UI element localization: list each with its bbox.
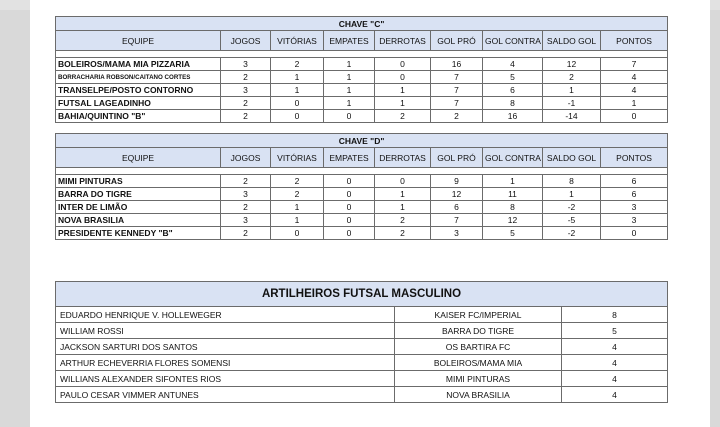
cell: 7 <box>431 71 483 84</box>
cell: 1 <box>601 97 668 110</box>
cell: 1 <box>271 201 324 214</box>
cell: 12 <box>543 58 601 71</box>
cell: 16 <box>483 110 543 123</box>
team-name: BAHIA/QUINTINO "B" <box>56 110 221 123</box>
cell: -1 <box>543 97 601 110</box>
cell: 1 <box>375 84 431 97</box>
cell: 1 <box>324 58 375 71</box>
table-row <box>56 227 668 240</box>
cell: 3 <box>221 214 271 227</box>
player-goals: 4 <box>562 387 668 403</box>
cell: 12 <box>431 188 483 201</box>
scorer-row <box>56 307 668 323</box>
table-row <box>56 214 668 227</box>
player-name: ARTHUR ECHEVERRIA FLORES SOMENSI <box>56 355 395 371</box>
cell: -14 <box>543 110 601 123</box>
cell: 2 <box>221 110 271 123</box>
column-header: PONTOS <box>601 148 668 168</box>
column-header: JOGOS <box>221 31 271 51</box>
cell: 1 <box>324 97 375 110</box>
cell: 5 <box>483 227 543 240</box>
cell: 0 <box>375 71 431 84</box>
team-name: MIMI PINTURAS <box>56 175 221 188</box>
cell: 2 <box>431 110 483 123</box>
team-name: PRESIDENTE KENNEDY "B" <box>56 227 221 240</box>
table-row <box>56 84 668 97</box>
cell: 5 <box>483 71 543 84</box>
cell: 0 <box>375 58 431 71</box>
cell: 2 <box>221 97 271 110</box>
player-club: BARRA DO TIGRE <box>395 323 562 339</box>
cell: 4 <box>601 84 668 97</box>
cell: 3 <box>221 58 271 71</box>
cell: 2 <box>221 201 271 214</box>
player-club: KAISER FC/IMPERIAL <box>395 307 562 323</box>
cell: 2 <box>221 227 271 240</box>
column-header: VITÓRIAS <box>271 148 324 168</box>
cell: 0 <box>324 214 375 227</box>
player-goals: 4 <box>562 355 668 371</box>
column-header: GOL PRÓ <box>431 31 483 51</box>
header-row <box>56 148 668 168</box>
table-row <box>56 71 668 84</box>
cell: 6 <box>601 188 668 201</box>
cell: 0 <box>271 110 324 123</box>
cell: 2 <box>375 214 431 227</box>
column-header: PONTOS <box>601 31 668 51</box>
cell: 1 <box>271 214 324 227</box>
column-header: DERROTAS <box>375 31 431 51</box>
cell: 2 <box>271 58 324 71</box>
cell: 8 <box>483 97 543 110</box>
cell: 0 <box>601 110 668 123</box>
player-club: BOLEIROS/MAMA MIA <box>395 355 562 371</box>
player-goals: 5 <box>562 323 668 339</box>
cell: 1 <box>375 97 431 110</box>
cell: 7 <box>431 97 483 110</box>
cell: 6 <box>483 84 543 97</box>
cell: 3 <box>431 227 483 240</box>
cell: 9 <box>431 175 483 188</box>
cell: 4 <box>483 58 543 71</box>
scorer-row <box>56 339 668 355</box>
table-row <box>56 188 668 201</box>
column-header: SALDO GOL <box>543 148 601 168</box>
cell: 2 <box>221 175 271 188</box>
cell: 2 <box>375 110 431 123</box>
group-title: CHAVE "C" <box>56 17 668 31</box>
cell: 8 <box>543 175 601 188</box>
player-name: WILLIAM ROSSI <box>56 323 395 339</box>
cell: 12 <box>483 214 543 227</box>
cell: 6 <box>601 175 668 188</box>
cell: 2 <box>271 188 324 201</box>
table-row <box>56 175 668 188</box>
table-row <box>56 110 668 123</box>
cell: 0 <box>271 97 324 110</box>
scorer-row <box>56 323 668 339</box>
player-club: MIMI PINTURAS <box>395 371 562 387</box>
cell: 1 <box>375 201 431 214</box>
scorer-row <box>56 355 668 371</box>
cell: 2 <box>271 175 324 188</box>
team-name: BORRACHARIA ROBSON/CAITANO CORTES <box>56 71 221 84</box>
table-row <box>56 97 668 110</box>
cell: 11 <box>483 188 543 201</box>
cell: 2 <box>543 71 601 84</box>
team-name: TRANSELPE/POSTO CONTORNO <box>56 84 221 97</box>
cell: 1 <box>375 188 431 201</box>
team-name: FUTSAL LAGEADINHO <box>56 97 221 110</box>
scorer-row <box>56 387 668 403</box>
column-header: EQUIPE <box>56 31 221 51</box>
cell: 1 <box>324 71 375 84</box>
cell: -5 <box>543 214 601 227</box>
player-goals: 4 <box>562 339 668 355</box>
spacer <box>56 51 668 58</box>
player-name: JACKSON SARTURI DOS SANTOS <box>56 339 395 355</box>
cell: 7 <box>601 58 668 71</box>
column-header: SALDO GOL <box>543 31 601 51</box>
header-row <box>56 31 668 51</box>
cell: 1 <box>324 84 375 97</box>
column-header: JOGOS <box>221 148 271 168</box>
player-name: EDUARDO HENRIQUE V. HOLLEWEGER <box>56 307 395 323</box>
cell: 0 <box>324 227 375 240</box>
column-header: GOL PRÓ <box>431 148 483 168</box>
column-header: EMPATES <box>324 31 375 51</box>
cell: 1 <box>543 188 601 201</box>
cell: 3 <box>601 214 668 227</box>
column-header: GOL CONTRA <box>483 31 543 51</box>
team-name: BOLEIROS/MAMA MIA PIZZARIA <box>56 58 221 71</box>
cell: 1 <box>271 84 324 97</box>
group-title: CHAVE "D" <box>56 134 668 148</box>
cell: 0 <box>324 201 375 214</box>
top-scorers-title: ARTILHEIROS FUTSAL MASCULINO <box>56 282 668 307</box>
cell: 0 <box>271 227 324 240</box>
cell: 4 <box>601 71 668 84</box>
team-name: INTER DE LIMÃO <box>56 201 221 214</box>
cell: 1 <box>271 71 324 84</box>
cell: 6 <box>431 201 483 214</box>
player-name: WILLIANS ALEXANDER SIFONTES RIOS <box>56 371 395 387</box>
team-name: BARRA DO TIGRE <box>56 188 221 201</box>
cell: 3 <box>601 201 668 214</box>
column-header: EQUIPE <box>56 148 221 168</box>
player-goals: 4 <box>562 371 668 387</box>
cell: 0 <box>375 175 431 188</box>
scorer-row <box>56 371 668 387</box>
player-name: PAULO CESAR VIMMER ANTUNES <box>56 387 395 403</box>
top-scorers-table <box>55 281 668 403</box>
cell: 1 <box>483 175 543 188</box>
cell: 2 <box>375 227 431 240</box>
cell: 8 <box>483 201 543 214</box>
cell: 3 <box>221 84 271 97</box>
column-header: EMPATES <box>324 148 375 168</box>
table-row <box>56 201 668 214</box>
cell: 7 <box>431 84 483 97</box>
column-header: DERROTAS <box>375 148 431 168</box>
cell: -2 <box>543 201 601 214</box>
cell: 0 <box>324 188 375 201</box>
standings-table-chave-d <box>55 133 668 240</box>
team-name: NOVA BRASILIA <box>56 214 221 227</box>
cell: 0 <box>601 227 668 240</box>
cell: 7 <box>431 214 483 227</box>
cell: 0 <box>324 175 375 188</box>
column-header: VITÓRIAS <box>271 31 324 51</box>
cell: 16 <box>431 58 483 71</box>
standings-table-chave-c <box>55 16 668 123</box>
cell: 3 <box>221 188 271 201</box>
player-goals: 8 <box>562 307 668 323</box>
player-club: NOVA BRASILIA <box>395 387 562 403</box>
cell: 2 <box>221 71 271 84</box>
player-club: OS BARTIRA FC <box>395 339 562 355</box>
table-row <box>56 58 668 71</box>
column-header: GOL CONTRA <box>483 148 543 168</box>
spacer <box>56 168 668 175</box>
cell: -2 <box>543 227 601 240</box>
cell: 1 <box>543 84 601 97</box>
cell: 0 <box>324 110 375 123</box>
